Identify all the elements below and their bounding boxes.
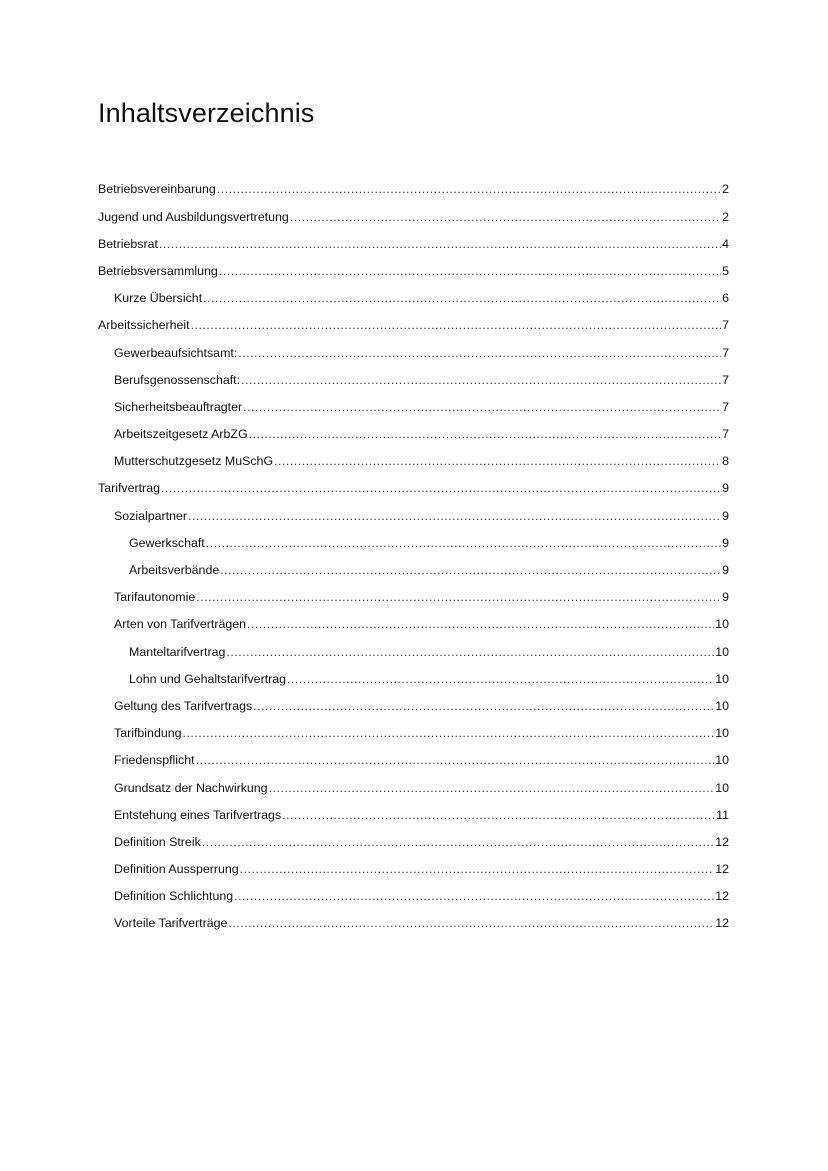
- toc-dot-leader: [241, 374, 721, 386]
- toc-entry-label: Definition Schlichtung: [114, 889, 234, 904]
- toc-entry-page-number: 11: [716, 807, 729, 822]
- toc-entry-label: Sozialpartner: [114, 508, 188, 523]
- toc-entry-row: [98, 211, 828, 223]
- toc-dot-leader: [159, 238, 721, 250]
- toc-dot-leader: [253, 700, 714, 712]
- toc-entry-page-number: 9: [722, 481, 729, 496]
- toc-entry[interactable]: [0, 230, 828, 257]
- toc-dot-leader: [269, 782, 715, 794]
- toc-entry-page-number: 8: [722, 454, 729, 469]
- toc-entry-label: Arten von Tarifverträgen: [114, 617, 247, 632]
- toc-entry[interactable]: [0, 856, 828, 883]
- toc-entry[interactable]: [0, 366, 828, 393]
- toc-entry-row: [129, 646, 828, 658]
- toc-entry[interactable]: [0, 638, 828, 665]
- toc-entry-label: Definition Streik: [114, 834, 201, 849]
- toc-dot-leader: [183, 727, 715, 739]
- toc-dot-leader: [240, 863, 715, 875]
- toc-entry-label: Friedenspflicht: [114, 753, 195, 768]
- toc-dot-leader: [203, 292, 721, 304]
- toc-entry[interactable]: [0, 557, 828, 584]
- toc-entry-row: [114, 510, 828, 522]
- toc-entry[interactable]: [0, 258, 828, 285]
- toc-dot-leader: [234, 890, 714, 902]
- toc-dot-leader: [219, 265, 721, 277]
- toc-entry-label: Berufsgenossenschaft:: [114, 372, 241, 387]
- toc-entry-label: Jugend und Ausbildungsvertretung: [98, 209, 289, 224]
- toc-dot-leader: [196, 591, 721, 603]
- toc-entry-row: [129, 564, 828, 576]
- toc-entry[interactable]: [0, 665, 828, 692]
- toc-entry[interactable]: [0, 829, 828, 856]
- toc-entry-label: Sicherheitsbeauftragter: [114, 399, 243, 414]
- toc-entry-label: Mutterschutzgesetz MuSchG: [114, 454, 274, 469]
- toc-entry-row: [114, 428, 828, 440]
- toc-entry-row: [114, 700, 828, 712]
- toc-entry[interactable]: [0, 203, 828, 230]
- toc-entry-page-number: 10: [715, 753, 729, 768]
- table-of-contents: [0, 176, 828, 937]
- toc-entry[interactable]: [0, 801, 828, 828]
- toc-entry-row: [129, 537, 828, 549]
- toc-entry-page-number: 12: [715, 862, 729, 877]
- toc-entry-label: Arbeitszeitgesetz ArbZG: [114, 427, 248, 442]
- toc-dot-leader: [228, 917, 714, 929]
- toc-entry[interactable]: [0, 339, 828, 366]
- toc-dot-leader: [290, 211, 721, 223]
- toc-entry-row: [114, 917, 828, 929]
- toc-entry-page-number: 2: [722, 182, 729, 197]
- toc-entry-row: [114, 727, 828, 739]
- toc-entry-page-number: 2: [722, 209, 729, 224]
- toc-entry[interactable]: [0, 285, 828, 312]
- toc-entry[interactable]: [0, 312, 828, 339]
- toc-entry-label: Betriebsrat: [98, 236, 158, 251]
- toc-entry-page-number: 6: [722, 291, 729, 306]
- toc-entry-row: [98, 482, 828, 494]
- toc-entry-label: Manteltarifvertrag: [129, 644, 226, 659]
- toc-entry-row: [98, 183, 828, 195]
- toc-entry-page-number: 7: [722, 427, 729, 442]
- toc-entry-label: Definition Aussperrung: [114, 862, 239, 877]
- toc-entry-label: Tarifvertrag: [98, 481, 160, 496]
- toc-dot-leader: [247, 618, 714, 630]
- toc-entry-label: Lohn und Gehaltstarifvertrag: [129, 671, 287, 686]
- toc-entry[interactable]: [0, 421, 828, 448]
- toc-dot-leader: [188, 510, 721, 522]
- toc-entry-page-number: 4: [722, 236, 729, 251]
- toc-entry-label: Geltung des Tarifvertrags: [114, 698, 253, 713]
- toc-entry-row: [114, 782, 828, 794]
- toc-entry-page-number: 10: [715, 726, 729, 741]
- toc-dot-leader: [249, 428, 721, 440]
- toc-entry[interactable]: [0, 502, 828, 529]
- toc-entry-label: Grundsatz der Nachwirkung: [114, 780, 268, 795]
- toc-entry-label: Arbeitssicherheit: [98, 318, 190, 333]
- toc-entry-row: [114, 292, 828, 304]
- toc-entry-row: [114, 618, 828, 630]
- toc-entry-row: [114, 374, 828, 386]
- toc-entry-page-number: 12: [715, 916, 729, 931]
- toc-entry-page-number: 9: [722, 563, 729, 578]
- toc-entry[interactable]: [0, 720, 828, 747]
- toc-entry-row: [114, 836, 828, 848]
- toc-entry-page-number: 7: [722, 318, 729, 333]
- toc-entry-row: [129, 673, 828, 685]
- toc-entry-page-number: 5: [722, 263, 729, 278]
- toc-entry-row: [114, 455, 828, 467]
- toc-entry[interactable]: [0, 176, 828, 203]
- toc-dot-leader: [191, 319, 722, 331]
- toc-dot-leader: [287, 673, 714, 685]
- toc-entry-label: Tarifautonomie: [114, 590, 196, 605]
- toc-entry-row: [114, 591, 828, 603]
- toc-entry-label: Kurze Übersicht: [114, 291, 203, 306]
- toc-entry-label: Betriebsversammlung: [98, 263, 218, 278]
- toc-entry-page-number: 10: [715, 698, 729, 713]
- toc-entry[interactable]: [0, 448, 828, 475]
- toc-entry[interactable]: [0, 747, 828, 774]
- toc-entry-page-number: 7: [722, 372, 729, 387]
- toc-entry-row: [114, 347, 828, 359]
- toc-entry[interactable]: [0, 529, 828, 556]
- toc-entry[interactable]: [0, 774, 828, 801]
- toc-dot-leader: [238, 347, 721, 359]
- toc-entry-label: Arbeitsverbände: [129, 563, 220, 578]
- toc-entry-label: Gewerbeaufsichtsamt:: [114, 345, 238, 360]
- toc-entry-page-number: 12: [715, 834, 729, 849]
- toc-entry-page-number: 10: [715, 671, 729, 686]
- toc-dot-leader: [196, 754, 715, 766]
- toc-dot-leader: [202, 836, 714, 848]
- toc-entry-row: [114, 863, 828, 875]
- toc-entry-row: [114, 890, 828, 902]
- toc-entry-label: Entstehung eines Tarifvertrags: [114, 807, 282, 822]
- toc-entry-page-number: 9: [722, 535, 729, 550]
- toc-entry[interactable]: [0, 475, 828, 502]
- toc-entry-row: [98, 238, 828, 250]
- toc-entry-page-number: 7: [722, 399, 729, 414]
- toc-entry-label: Betriebsvereinbarung: [98, 182, 216, 197]
- toc-dot-leader: [217, 183, 721, 195]
- toc-dot-leader: [243, 401, 721, 413]
- toc-entry[interactable]: [0, 883, 828, 910]
- toc-entry-label: Vorteile Tarifverträge: [114, 916, 228, 931]
- toc-entry-page-number: 9: [722, 508, 729, 523]
- toc-dot-leader: [161, 482, 721, 494]
- toc-entry-label: Tarifbindung: [114, 726, 182, 741]
- toc-entry[interactable]: [0, 611, 828, 638]
- toc-entry-page-number: 10: [715, 644, 729, 659]
- toc-entry[interactable]: [0, 394, 828, 421]
- toc-entry-page-number: 7: [722, 345, 729, 360]
- toc-entry-row: [98, 265, 828, 277]
- toc-entry-row: [98, 319, 828, 331]
- toc-entry-label: Gewerkschaft: [129, 535, 205, 550]
- toc-entry[interactable]: [0, 910, 828, 937]
- toc-entry-row: [114, 401, 828, 413]
- toc-dot-leader: [274, 455, 721, 467]
- toc-entry[interactable]: [0, 693, 828, 720]
- toc-dot-leader: [206, 537, 721, 549]
- toc-entry[interactable]: [0, 584, 828, 611]
- toc-entry-page-number: 12: [715, 889, 729, 904]
- toc-entry-page-number: 9: [722, 590, 729, 605]
- toc-entry-page-number: 10: [715, 617, 729, 632]
- page-title: Inhaltsverzeichnis: [98, 98, 315, 128]
- toc-entry-row: [114, 754, 828, 766]
- toc-dot-leader: [282, 809, 715, 821]
- toc-entry-row: [114, 809, 828, 821]
- toc-dot-leader: [220, 564, 721, 576]
- toc-entry-page-number: 10: [715, 780, 729, 795]
- toc-dot-leader: [226, 646, 714, 658]
